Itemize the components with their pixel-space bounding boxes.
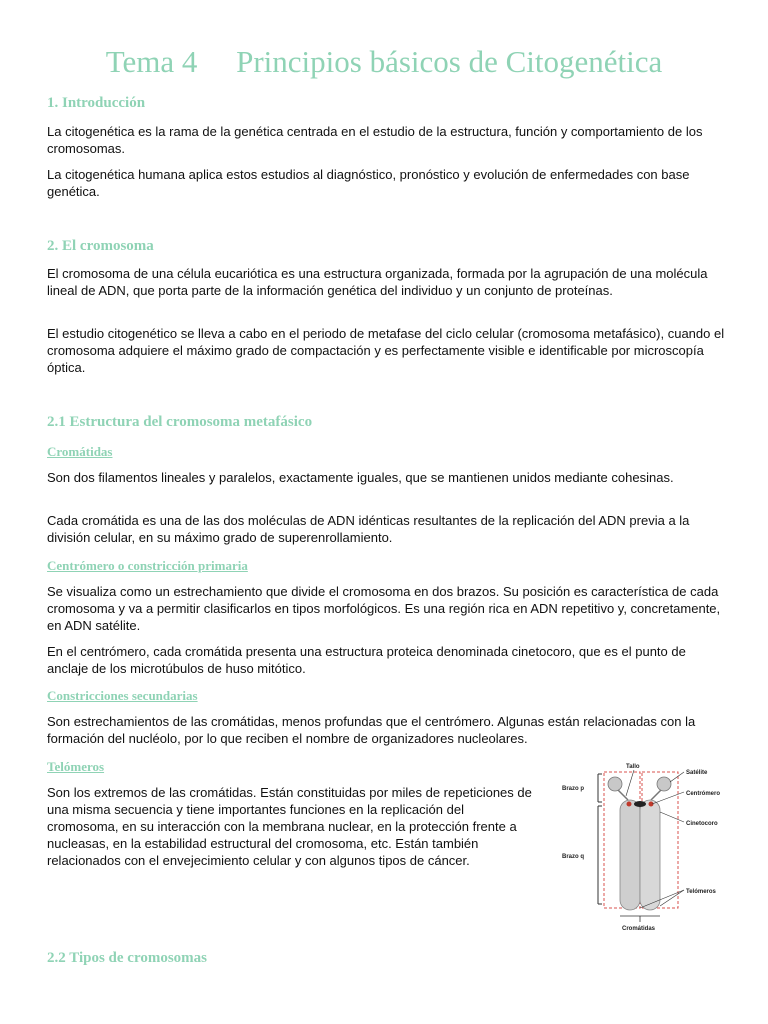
subheading-constricciones: Constricciones secundarias — [47, 688, 198, 703]
paragraph: En el centrómero, cada cromátida presenta una estructura proteica denominada cinetocoro, que es el punto de anclaje de los microtúbulos de huso mitótico. — [47, 644, 686, 676]
subheading-telomeros: Telómeros — [47, 759, 105, 774]
label-centromero: Centrómero — [686, 791, 721, 797]
paragraph: El estudio citogenético se lleva a cabo en el periodo de metafase del ciclo celular (cromosoma metafásico), cuando el cromosoma adquiere el máximo grado de compactación y es perfectamente visible e identificable por microscopía óptica. — [47, 326, 725, 375]
satellite-right — [657, 777, 671, 791]
label-cromatidas: Cromátidas — [622, 926, 656, 932]
paragraph: Se visualiza como un estrechamiento que divide el cromosoma en dos brazos. Su posición es característica de cada cromosoma y va a permitir clasificarlos en tipos morfológicos. Es una región rica en ADN repetitivo y, concretamente, en ADN satélite. — [47, 584, 721, 633]
satellite-left — [608, 777, 622, 791]
section-heading-introduccion: 1. Introducción — [47, 95, 146, 111]
label-brazo-p: Brazo p — [562, 786, 585, 792]
subheading-centromero: Centrómero o constricción primaria — [47, 558, 248, 573]
paragraph: Son dos filamentos lineales y paralelos, exactamente iguales, que se mantienen unidos mediante cohesinas. — [47, 470, 674, 485]
chromatid-right — [640, 800, 660, 910]
section-heading-estructura: 2.1 Estructura del cromosoma metafásico — [47, 414, 313, 430]
subheading-cromatidas: Cromátidas — [47, 444, 113, 459]
paragraph: El cromosoma de una célula eucariótica es una estructura organizada, formada por la agrupación de una molécula lineal de ADN, que porta parte de la información genética del individuo y un conjunto de proteínas. — [47, 266, 708, 298]
paragraph: La citogenética es la rama de la genética centrada en el estudio de la estructura, función y comportamiento de los cromosomas. — [47, 124, 703, 156]
paragraph: Cada cromátida es una de las dos moléculas de ADN idénticas resultantes de la replicación del ADN previa a la división celular, en su máximo grado de superenrollamiento. — [47, 513, 690, 545]
label-satelite: Satélite — [686, 770, 708, 776]
chromosome-figure — [560, 760, 722, 936]
label-brazo-q: Brazo q — [562, 854, 585, 860]
section-heading-tipos: 2.2 Tipos de cromosomas — [47, 950, 208, 966]
section-heading-cromosoma: 2. El cromosoma — [47, 238, 154, 254]
label-cinetocoro: Cinetocoro — [686, 821, 718, 827]
label-tallo: Tallo — [626, 764, 640, 770]
chromosome-diagram — [560, 760, 722, 936]
paragraph: Son los extremos de las cromátidas. Están constituidas por miles de repeticiones de una misma secuencia y tiene importantes funciones en la replicación del cromosoma, en su interacción con la membrana nuclear, en la protección frente a nucleasas, en la estabilidad estructural del cromosoma, etc. Están también relacionados con el envejecimiento celular y con algunos tipos de cáncer. — [47, 785, 532, 868]
chromatid-left — [620, 800, 640, 910]
label-telomeros: Telómeros — [686, 889, 716, 895]
page-title: Tema 4 Principios básicos de Citogenética — [105, 44, 663, 79]
paragraph: Son estrechamientos de las cromátidas, menos profundas que el centrómero. Algunas están relacionadas con la formación del nucléolo, por lo que reciben el nombre de organizadores nucleolares. — [47, 714, 696, 746]
centromere-mark — [634, 801, 646, 807]
paragraph: La citogenética humana aplica estos estudios al diagnóstico, pronóstico y evolución de enfermedades con base genética. — [47, 167, 690, 199]
